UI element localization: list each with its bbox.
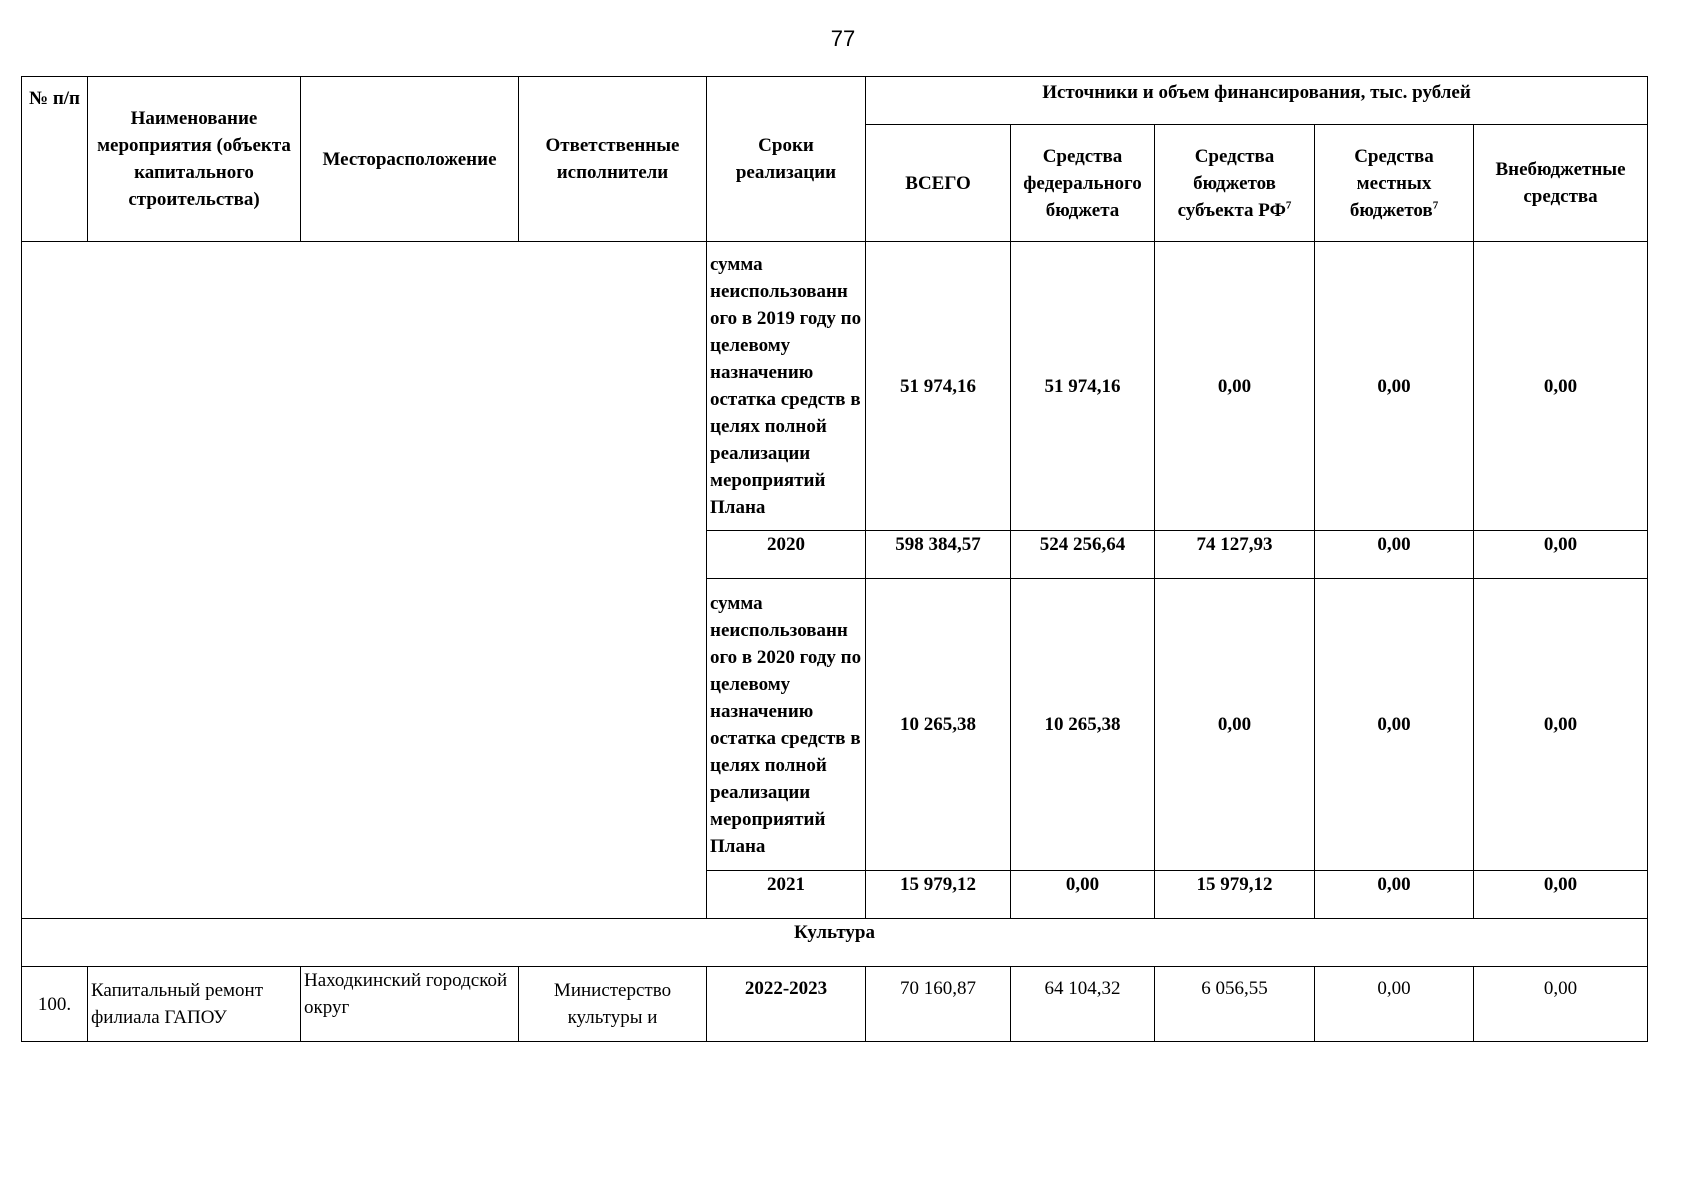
item-name: Капитальный ремонт филиала ГАПОУ <box>88 967 301 1042</box>
local-cell: 0,00 <box>1315 967 1474 1042</box>
subject-cell: 6 056,55 <box>1155 967 1315 1042</box>
total-cell: 70 160,87 <box>866 967 1011 1042</box>
local-cell: 0,00 <box>1315 242 1474 531</box>
table-row <box>22 967 1648 1042</box>
header-subject-label: Средства бюджетов субъекта РФ <box>1177 145 1286 221</box>
local-cell: 0,00 <box>1315 531 1474 579</box>
header-subject <box>1155 125 1315 242</box>
local-cell: 0,00 <box>1315 871 1474 919</box>
term-cell: сумма неиспользованн ого в 2019 году по целевому назначению остатка средств в целях полной реализации мероприятий Плана <box>707 242 866 531</box>
table-row <box>22 242 1648 531</box>
footnote-mark: 7 <box>1285 199 1292 212</box>
extra-cell: 0,00 <box>1474 531 1648 579</box>
extra-cell: 0,00 <box>1474 967 1648 1042</box>
header-federal: Средства федерального бюджета <box>1011 125 1155 242</box>
total-cell: 15 979,12 <box>866 871 1011 919</box>
merged-empty-cell <box>22 242 707 919</box>
footnote-mark: 7 <box>1432 199 1439 212</box>
financing-table <box>21 76 1648 1042</box>
federal-cell: 64 104,32 <box>1011 967 1155 1042</box>
header-num: № п/п <box>22 77 88 242</box>
header-extra: Внебюджетные средства <box>1474 125 1648 242</box>
header-location: Месторасположение <box>301 77 519 242</box>
local-cell: 0,00 <box>1315 579 1474 871</box>
term-cell: сумма неиспользованн ого в 2020 году по целевому назначению остатка средств в целях полной реализации мероприятий Плана <box>707 579 866 871</box>
total-cell: 51 974,16 <box>866 242 1011 531</box>
total-cell: 598 384,57 <box>866 531 1011 579</box>
extra-cell: 0,00 <box>1474 579 1648 871</box>
header-sources: Источники и объем финансирования, тыс. рублей <box>866 77 1648 125</box>
header-local-label: Средства местных бюджетов <box>1349 145 1434 221</box>
term-cell: 2020 <box>707 531 866 579</box>
federal-cell: 10 265,38 <box>1011 579 1155 871</box>
extra-cell: 0,00 <box>1474 242 1648 531</box>
federal-cell: 51 974,16 <box>1011 242 1155 531</box>
extra-cell: 0,00 <box>1474 871 1648 919</box>
item-location: Находкинский городской округ <box>301 967 519 1042</box>
header-executors: Ответственные исполнители <box>519 77 707 242</box>
total-cell: 10 265,38 <box>866 579 1011 871</box>
subject-cell: 15 979,12 <box>1155 871 1315 919</box>
page-number: 77 <box>830 26 856 51</box>
subject-cell: 0,00 <box>1155 579 1315 871</box>
section-title: Культура <box>22 919 1648 967</box>
federal-cell: 524 256,64 <box>1011 531 1155 579</box>
term-cell: 2022-2023 <box>707 967 866 1042</box>
subject-cell: 74 127,93 <box>1155 531 1315 579</box>
term-cell: 2021 <box>707 871 866 919</box>
header-name: Наименование мероприятия (объекта капитального строительства) <box>88 77 301 242</box>
header-row <box>22 77 1648 125</box>
header-local <box>1315 125 1474 242</box>
section-row <box>22 919 1648 967</box>
item-executors: Министерство культуры и <box>519 967 707 1042</box>
subject-cell: 0,00 <box>1155 242 1315 531</box>
header-total: ВСЕГО <box>866 125 1011 242</box>
item-num: 100. <box>22 967 88 1042</box>
federal-cell: 0,00 <box>1011 871 1155 919</box>
header-terms: Сроки реализации <box>707 77 866 242</box>
